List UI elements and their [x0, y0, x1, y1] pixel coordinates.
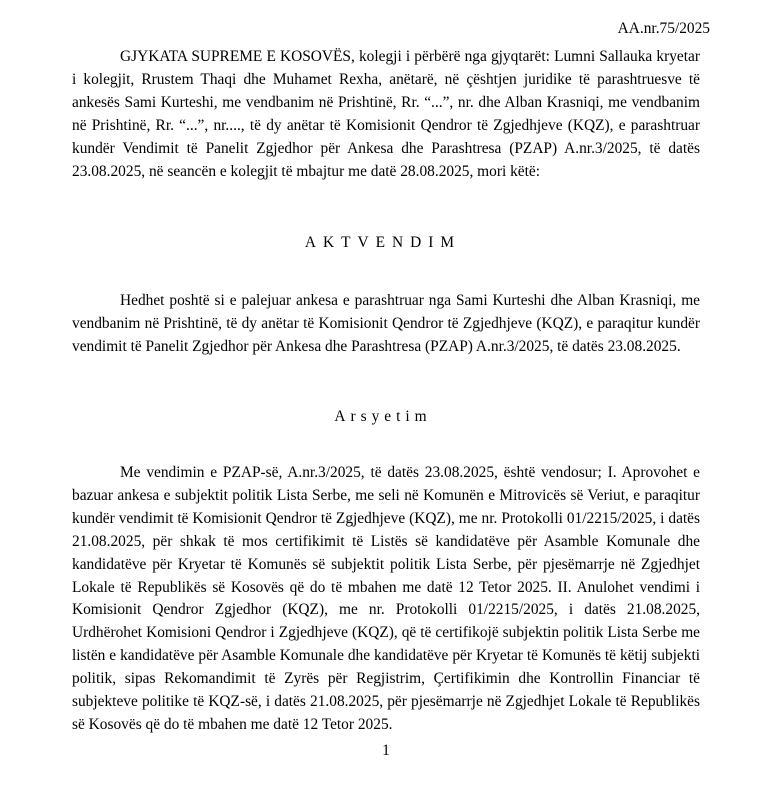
decision-heading: AKTVENDIM	[304, 234, 462, 251]
decision-paragraph: Hedhet poshtë si e palejuar ankesa e parashtruar nga Sami Kurteshi dhe Alban Krasniqi, me vendbanim në Prishtinë, të dy anëtar të Komisionit Qendror të Zgjedhjeve (KQZ), e paraqitur kundër vendimit të Panelit Zgjedhor për Ankesa dhe Parashtresa (PZAP) A.nr.3/2025, të datës 23.08.2025.	[72, 292, 700, 355]
reasoning-heading: Arsyetim	[334, 408, 432, 425]
reasoning-paragraph: Me vendimin e PZAP-së, A.nr.3/2025, të datës 23.08.2025, është vendosur; I. Aprovohet e bazuar ankesa e subjektit politik Lista Serbe, me seli në Komunën e Mitrovicës së Veriut, e paraqitur kundër vendimit të Komisionit Qendror të Zgjedhjeve (KQZ), me nr. Protokolli 01/2215/2025, i datës 21.08.2025, për shkak të mos certifikimit të Listës së kandidatëve për Asamble Komunale dhe kandidatëve për Kryetar të Komunës së subjektit politik Lista Serbe, për pjesëmarrje në Zgjedhjet Lokale të Republikës së Kosovës që do të mbahen me datë 12 Tetor 2025. II. Anulohet vendimi i Komisionit Qendror Zgjedhor (KQZ), me nr. Protokolli 01/2215/2025, i datës 21.08.2025, Urdhërohet Komisioni Qendror i Zgjedhjeve (KQZ), që të certifikojë subjektin politik Lista Serbe me listën e kandidatëve për Asamble Komunale dhe kandidatëve për Kryetar të Komunës të këtij subjekti politik, sipas Rekomandimit të Zyrës për Regjistrim, Çertifikimin dhe Kontrollin Financiar të subjekteve politike të KQZ-së, i datës 21.08.2025, për pjesëmarrje në Zgjedhjet Lokale të Republikës së Kosovës që do të mbahen me datë 12 Tetor 2025.	[72, 464, 700, 733]
case-number: AA.nr.75/2025	[617, 20, 710, 37]
page-number: 1	[382, 742, 390, 759]
intro-paragraph: GJYKATA SUPREME E KOSOVËS, kolegji i përbërë nga gjyqtarët: Lumni Sallauka kryetar i kolegjit, Rrustem Thaqi dhe Muhamet Rexha, anëtarë, në çështjen juridike të parashtruesve të ankesës Sami Kurteshi, me vendbanim në Prishtinë, Rr. “...”, nr. dhe Alban Krasniqi, me vendbanim në Prishtinë, Rr. “...”, nr...., të dy anëtar të Komisionit Qendror të Zgjedhjeve (KQZ), e parashtruar kundër Vendimit të Panelit Zgjedhor për Ankesa dhe Parashtresa (PZAP) A.nr.3/2025, të datës 23.08.2025, në seancën e kolegjit të mbajtur me datë 28.08.2025, mori këtë:	[72, 48, 700, 180]
